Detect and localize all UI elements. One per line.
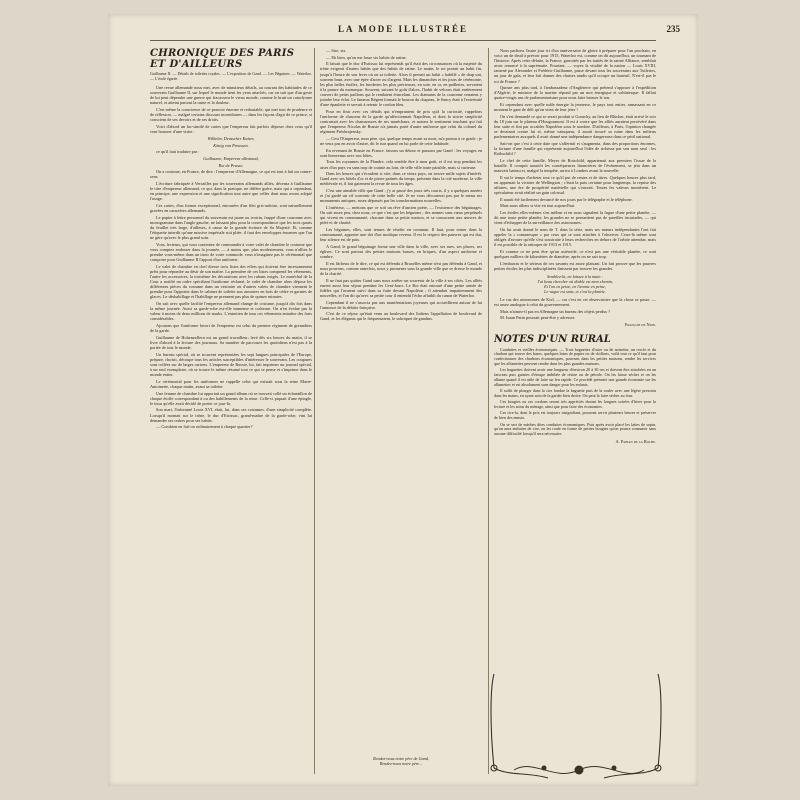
paragraph: C'est de ce séjour qu'était venu au boulevard des Italiens l'appellation de boulevard de Gand, et les élégants qui le fréquentaient, le sobriquet de gandins.: [320, 311, 482, 322]
verse: [320, 756, 482, 766]
page-header: [108, 24, 698, 38]
paragraph: Une femme de chambre lui apportait un grand album où se trouvait collé un échantillon de chaque étoffe correspondant à ou des habillements de la reine. Celle-ci piquait d'une épingle, le tissu qu'elle avait décidé de porter ce jour-là.: [150, 390, 312, 406]
paragraph: — Sire, six.: [326, 48, 347, 53]
header-rule: [150, 40, 656, 41]
paragraph: On sait avec quelle facilité l'empereur allemand change de costume, jusqu'à dix fois dans la même journée. Aussi sa garde-robe est-elle immense et coûteuse. On n'en évalue pas la valeur à moins de deux millions de marks. L'entretien de tous ces vêtements entraîne des frais considérables.: [150, 301, 312, 322]
paragraph: Et cependant avec quelle mâle énergie la jeunesse, le pays tout entier, ramassant en ce moment le gant de défi qu'on vient de leur jeter !: [494, 102, 656, 113]
paragraph: Il ne faut pas quitter Gand sans nous arrêter un souvenir de la ville à ses côtés. Les alliés eurent aussi leur séjour pendant les Cent-Jours. Le Roi était entouré d'une petite armée de fidèles qui l'avaient suivi dans sa fuite devant Napoléon ; il attendait impatiemment des nouvelles, et l'on dit qu'avec sa petite cour il entendit l'écho affaibli du canon de Waterloo.: [320, 277, 482, 298]
article-summary: Guillaume II. — Détails de toilettes royales. — L'exposition de Gand. — Les Béguines. — Waterloo. — L'école égarée.: [150, 72, 312, 81]
paragraph: Le cas des astronomes de Kiel, — car c'est en cet observatoire que la chose se passe, — est assez analogue à celui du gouvernement.: [494, 296, 656, 307]
left-column: [150, 48, 312, 431]
paragraph: Ces cire-la, dont le prix est toujours insignifiant, pourront servir plusieurs heures et préserver de bien des ennuis.: [494, 410, 656, 421]
verse-line: Et l'on en peine, en l'atome en peine,: [544, 283, 606, 289]
paragraph: Tous les royaumes de la Flandre, cela semble être à mon goût, et il est trop pendant les aises d'un pays vu sans trop de crainte au loin, de telle ville toute paisible, mais si curieuse.: [320, 159, 482, 170]
card-line: König von Preussen.: [213, 142, 249, 148]
floral-ornament-icon: [504, 758, 654, 782]
paragraph: — Eh bien, qu'on me fasse six habits de ratine.: [326, 54, 407, 60]
middle-column: [320, 48, 482, 323]
verse-line: Rendez-nous notre père de Gand,: [373, 756, 429, 761]
paragraph: On s'est demandé ce qui se serait produit si Grouchy, au lieu de Blücher, était arrivé le soir du 18 juin sur le plateau d'Hougoumont. Il est à croire que les alliés auraient persévéré dans leur suite et fini par accabler Napoléon sous le nombre. D'ailleurs, à Paris, l'opinion changée se dessinait contre lui et, même vainqueur, il aurait trouvé sa ruine dans les milieux parlementaires auxquels il avait donné une indépendance dangereuse dans ce péril national.: [494, 113, 656, 140]
paragraph: En revenant de Russie en France, faisons un détour et passons par Gand : les voyages en sont bienvenus avec nos hôtes.: [320, 147, 482, 158]
paragraph: Mais nous allons si vite en tout aujourd'hui.: [500, 203, 576, 209]
paragraph: Et comme ce ne peut être qu'un astéroïde, ce n'est pas une véritable planète, ce sont quelques milliers de kilomètres de diamètre, après on ne sait trop.: [494, 248, 656, 259]
paragraph: Le cérémonial pour les uniformes ne rappelle celui qui existait sous la reine Marie-Antoinette, chaque matin, avant sa toilette.: [150, 378, 312, 389]
paragraph: Ces cartes, d'un format exceptionnel, entourées d'un filet gris-ardoise, sont naturellement gravées en caractères allemands.: [150, 203, 312, 214]
paragraph: Sait-on que c'est à cette date que s'affermit et s'augmenta, dans des proportions énormes, la fortune d'une famille qui représente aujourd'hui l'idée de richesse par son nom seul : les Rothschild ?: [494, 140, 656, 157]
rural-signature: A. Pabian de la Roche.: [615, 439, 656, 445]
verse-line: Le vague est sans, et c'est la planète.: [544, 288, 606, 294]
paragraph: Guillaume de Hohenzollern est un grand travailleur; levé dès six heures du matin, il se livre d'abord à la lecture des journaux. Sa manière de parcourir les quotidiens n'est pas à la portée de tout le monde.: [150, 334, 312, 350]
article-title: CHRONIQUE DES PARIS ET D'AILLEURS: [150, 48, 295, 70]
paragraph: L'écriture fabriquée à Versailles par les souverains allemands alliés, décerna à Guillaume le titre d'empereur allemand, ce qui, dans la pratique, ne diffère guère, mais qui a cependant, en principe, une expression et une signification tout autre que celles dont nous avons adopté l'usage.: [150, 181, 312, 202]
paragraph: Quinze ans plus tard, à l'ambassadeur d'Angleterre qui prétend s'opposer à l'expédition d'Algérie, le ministre de la marine répond par un mot énergique et soldatesque. Il fallait quatre-vingts ans de parlementarisme pour nous faire baisser le ton.: [494, 85, 656, 101]
paragraph: Le chef de cette famille, Meyer de Rotschild, appartenait aux premiers l'issue de la bataille. Il comprit aussitôt les conséquences financières de l'événement, se jeta dans un mauvais bateau et, malgré la tempête, arriva à Londres avant la nouvelle.: [494, 157, 656, 174]
paragraph: Le papier à lettre personnel du souverain est jaune ou ivoirin, frappé d'une couronne avec monogramme dans l'angle gauche, ne laissant plus pour la correspondance que les trois quarts du feuillet très large, d'ailleurs, à cause de la grande écriture de Sa Majesté. Et, comme l'étiquette interdit qu'une missive impériale soit pliée, il faut des enveloppes énormes que l'on ne gère qu'avec le plus grand soin.: [150, 214, 312, 241]
paragraph: C'est même la conscience de ce pouvoir énorme et redoutable, qui met tout de prudence et de réflexion, — malgré certains discours incendiaires — dans les façons d'agir de ce prince, si conscient de ses devoirs et de ses droits.: [150, 107, 312, 123]
page-number: 235: [666, 24, 680, 34]
paragraph: Pour en finir avec ces détails qui n'empruntent de prix qu'à la curiosité, rappelons l'uniforme de chasseur de la garde qu'affectionnait Napoléon, et dont la stricte simplicité contrastait avec les chamarrures de ses maréchaux, et notons le sentiment touchant qui fait que l'empereur Nicolas de Russie n'a jamais porté d'autre uniforme que celui du colonel du régiment Préobrajensky.: [320, 108, 482, 135]
paragraph: Dans les heures qui s'écoulent si vite, dans ce vieux pays, on trouve mille sujets d'intérêt. Gand avec ses hôtels d'or et de pierre patinés du temps, présente dans la cité moderne, la ville médiévale et, il fait gaiement la revue de tous les âges.: [320, 171, 482, 187]
card-line: Roi de Prusse.: [218, 162, 244, 168]
paragraph: L'embarras et le sérieux de ces savants est assez plaisant. Un fait prouve que les pauvres petites étoiles les plus indisciplinées finissent par trouver les grandes.: [494, 260, 656, 271]
paragraph: Il sut le temps d'acheter tout ce qu'il put de rentes et de titres. Quelques heures plus tard, on apprenait la victoire de Wellington ; c'était la paix certaine pour longtemps, la reprise des affaires, une ère de prospérité matérielle qui s'ouvrait. Toutes les valeurs montèrent. Le spéculateur avait réalisé un gain colossal.: [494, 174, 656, 195]
column-divider-right: [488, 48, 489, 774]
paragraph: Cependant il ne s'associa pas aux manifestations joyeuses qui accueillirent autour de lui l'annonce de la défaite française.: [320, 299, 482, 310]
author-signature: François de Nion.: [624, 322, 656, 328]
paragraph: L'intérieur, — mettons que ce soit un rêve d'ancien poète, — l'existence des béguinages. On sait assez peu, chez nous, ce que c'est que les béguines ; des nonnes sans vœux perpétuels qui vivent en communauté, chacune dans sa petite maison, et se consacrent aux œuvres de piété et de charité.: [320, 204, 482, 226]
paragraph: Il suffit de plonger dans la cire fondue la baguette puis de la rouler avec une légère pression dans les mains, en ayant soin de la garder bien droite. On peut la faire sécher au four.: [494, 388, 656, 398]
magazine-title: LA MODE ILLUSTRÉE: [337, 24, 469, 34]
verse-line: Rendez-nous notre père...: [379, 761, 423, 766]
paragraph: Le valet de chambre en chef dresse trois listes des effets qui doivent être incessamment prêts pour répondre au désir de son maître. La première de ces listes comprend les vêtements, l'autre les accessoires, la troisième les décorations avec les rubans exigés. Le maréchal de la Cour a notifié un ordre spécifiant l'uniforme réclamé, le valet de chambre alors dépose les différentes pièces du costume dans un vestiaire où d'autres valets de chambre viennent le prendre pour l'apporter dans le cabinet de toilette aux armoires en bois de cèdre et garnies de glaces. Le déshabillage et l'habillage ne prennent pas plus de quinze minutes.: [150, 263, 312, 300]
paragraph: On lui avait donné le nom de T. dans la série, mais ses mœurs indépendantes l'ont fait appeler la « romanesque » par ceux qui se sont attachés à l'observer. Ceux-là même sont obligés d'avouer qu'elle s'est soustraite à leurs recherches en dehors de l'orbite attendue, mais il est possible de la rattraper de 1913 et 1915.: [494, 226, 656, 248]
column-divider-left: [314, 48, 315, 774]
paragraph: C'est une aimable ville que Gand ; j'y ai passé des jours très courts, il y a quelques années et j'ai gardé un vif souvenir de cette belle cité. Je ne vous décourerai pas par le menu ses monuments antiques, assez dépassés par les transformations nouvelles.: [320, 188, 482, 204]
paragraph: Vous, lecteurs, qui vous contentez de commander à votre valet de chambre le costume que vous comptez endosser dans la journée, — à moins que, plus modestement, vous n'alliez le prendre vous-même dans un tiroir de votre commode, vous n'imaginez pas le cérémonial que comporte pour Guillaume II l'apport d'un uniforme.: [150, 241, 312, 263]
rural-notes-title: NOTES D'UN RURAL: [494, 333, 611, 345]
paragraph: Ajoutons que l'uniforme favori de l'empereur est celui du premier régiment de grenadiers de la garde.: [150, 323, 312, 334]
paragraph: A Gand, le grand béguinage forme une ville dans la ville, avec ses rues, ses places, ses églises. Ce sont partout des petites maisons basses, en briques, d'un aspect uniforme et sombre.: [320, 243, 482, 259]
paragraph: On a costume, en France, de dire : l'empereur d'Allemagne, ce qui est tout à fait un contre-sens.: [150, 169, 312, 180]
rural-notes-section: [494, 334, 656, 445]
paragraph: — Cest l'Empereur, mon père, qui, quelque temps avant sa mort, m'a promu à ce grade ; je ne veux pas en avoir d'autre, dit le tsar quand on lui parle de cette habitude.: [320, 135, 482, 146]
card-line: ce qu'il faut traduire par :: [156, 149, 200, 155]
paragraph: Il est fâcheux de le dire, ce qui est défendu à Bruxelles même n'est pas défendu à Gand, et nous pouvons, comme autrefois, nous y promener sous la grande ville que se dresse le monde de la charité.: [320, 260, 482, 276]
paragraph: On se sert de mèches dites conduites économiques. Puis après avoir placé les lattes de sapin, qu'on aura enduites de cire, on les roule en forme de petites bougies qu'on pourra consumer sans aucune difficulté lorsqu'il sera nécessaire.: [494, 421, 656, 437]
paragraph: Un bureau spécial, où se trouvent représentées les sept langues principales de l'Europe, prépare, choisit, découpe tous les articles susceptibles d'intéresser le souverain. Les coupures sont collées sur de larges cartons. L'empereur de Russie, lui, fait imprimer un journal spécial, à un seul exemplaire, où se trouve le même résumé tout ce qui se pense et s'imprime dans le monde entier.: [150, 351, 312, 378]
verse-line: J'ai beau chercher où diable est mon chemin,: [537, 278, 613, 284]
signature-note: M. Isaan Patin pourrait peut-être y adresser.: [500, 315, 576, 321]
paragraph: Conduites et vieilles économiques. — Trois baguettes d'osier ou de noisetier, un cercle et du charbon qui trouve des bases, quelques brins de papier ou de chiffons, voilà tout ce qu'il faut pour confectionner des charbons économiques, pouvant, dans les petites maisons, rendre les services que les allumettes peuvent rendre dans les plus grandes maisons.: [494, 346, 656, 366]
paragraph: Ces bougies ou ces cordons seront très appréciés durant les longues soirées d'hiver pour la lecture et les soins du ménage, ainsi que pour faire des économies.: [494, 399, 656, 410]
paragraph: Son mari, l'infortuné Louis XVI, était, lui, dans ses costumes, d'une simplicité complète. Lorsqu'il montait sur le trône, le duc d'Estissac, grand-maître de la garde-robe, vint lui demander ses ordres pour ses habits.: [150, 407, 312, 423]
paragraph: Une revue allemande nous met, avec de minutieux détails, au courant des habitudes de ce souverain Guillaume II, sur lequel le monde tient les yeux attachés, car on sait que d'un geste de lui peut dépendre une guerre qui fracassera le vieux monde, comme le bruit un cataclysme naturel, et atteint partout la ruine et la douleur.: [150, 85, 312, 106]
verse-line: Semblez-la, ne laissez à la main :: [547, 273, 603, 279]
paragraph: — Combien en fait-on ordinairement à chaque quartier?: [156, 424, 253, 430]
paragraph: Nous parlions l'autre jour ici d'un anniversaire de gloire à préparer pour l'an prochain, en voici un de deuil à prévoir pour 1915, Waterloo est, comme on dit aujourd'hui, un tournant de l'histoire. Après cette défaite, la France, garrottée par les traités de la sainte Alliance, semblait avoir renoncé à la suprématie. Pourtant, — voyez la vitalité de la nation — Louis XVIII, ramené par Alexandre et Frédéric-Guillaume, passe devant tous les souverains aux Tuileries, un jour de gala, et leur fait donner des chaises tandis qu'il occupe un fauteuil. N'est-il pas le roi de France ?: [494, 48, 656, 84]
paragraph: Les étoiles elles-mêmes s'en mêlent et en nous signalent la fugue d'une petite planète, — dit une toute petite planète, les grandes ne se permettent pas de pareilles incartades, — qui vient d'échapper de la surveillance des astronomes.: [494, 210, 656, 226]
paragraph: Mais n'aimez-il pas en Allemagne un bureau des objets perdus ?: [500, 308, 611, 314]
card-line: Wilhelm, Deutscher Kaiser,: [207, 135, 255, 141]
verse: [494, 274, 656, 294]
right-column: [494, 48, 656, 444]
paragraph: Les béguines, elles, sont tenues de résider en commun. Il faut, pour entrer dans la communauté, apporter une dot d'un modique revenu. Il est le respect des pauvres qui est dur, leur silence est de paix.: [320, 226, 482, 243]
paragraph: Voici d'abord un fac-similé de cartes que l'empereur fait parfois déposer chez ceux qu'il veut honorer d'une visite :: [150, 124, 312, 135]
magazine-page: [108, 14, 698, 786]
paragraph: Il aurait été facilement devancé de nos jours par le télégraphe et le téléphone.: [500, 196, 633, 202]
paragraph: Les baguettes doivent avoir une longueur d'environ 20 à 30 cm et doivent être attachées en un faisceau puis garnies d'étoupe imbibée de résine ou de pétrole. On les laisse sécher et on les allume quand il est utile de faire un feu rapide. Ce procédé présente une grande économie sur les allumettes et est absolument sans danger pour les enfants.: [494, 367, 656, 387]
paragraph: Il faisait que le duc d'Estissac lui représentât qu'il était des circonstances où la majesté du trône exigeait d'autres habits que des habits de ratine. Le matin, le roi portait un habit fin, jusqu'à l'heure de son lever où on sa toilette. Alors il prenait un habit « habillé » de drap uni, souvent brun, avec une épée d'acier ou d'argent. Mais les dimanches et les jours de cérémonie, les plus belles étoffes, les broderies les plus précieuses, en soie, en or, en paillettes, servaient à la parure du monarque. Souvent, suivant le goût d'alors, l'habit de velours était entièrement couvert de petits paillons qui le rendaient étincelant. Les diamants de la couronne venaient y joindre leur éclat. Le fameux Régent formait le bouton du chapeau, le Sancy était à l'extrémité d'une épaulette et servait à retenir le cordon bleu.: [320, 61, 482, 108]
card-line: Guillaume, Empereur allemand,: [203, 155, 259, 161]
